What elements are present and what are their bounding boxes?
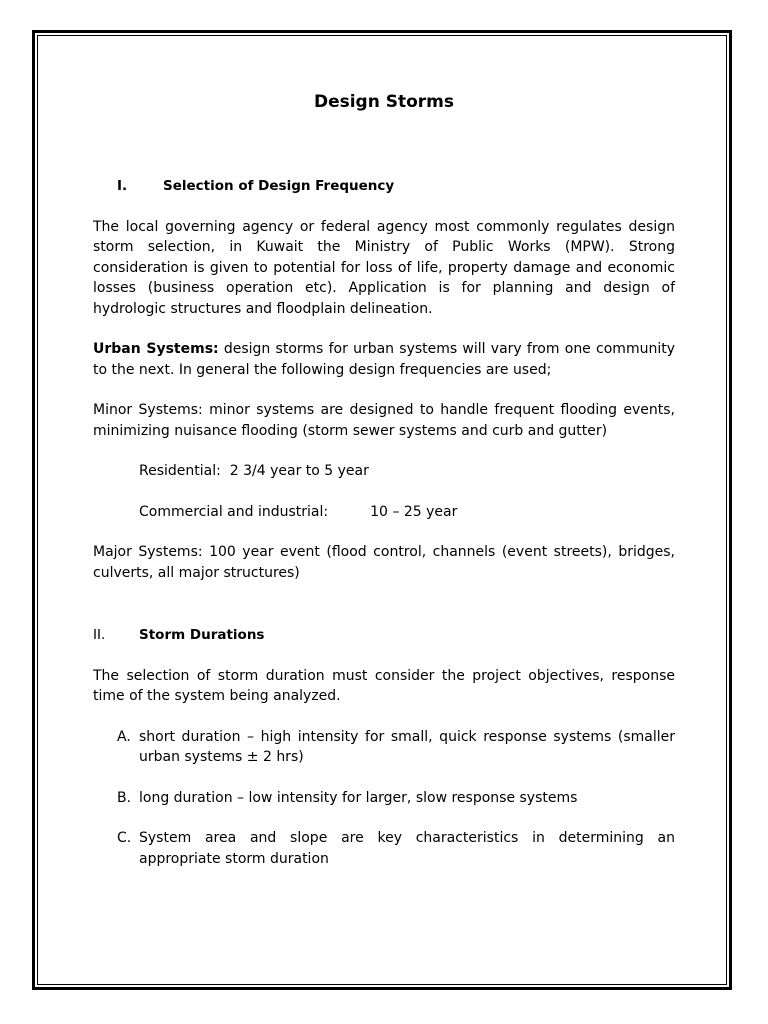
section-heading-1 xyxy=(93,176,675,197)
residential-value: 2 3/4 year to 5 year xyxy=(229,463,369,479)
list-item xyxy=(117,828,675,869)
residential-label: Residential: xyxy=(139,463,221,479)
list-marker: C. xyxy=(117,830,132,846)
urban-systems-label: Urban Systems: xyxy=(93,341,219,357)
intro-paragraph: The local governing agency or federal agency most commonly regulates design storm selection, in Kuwait the Ministry of Public Works (MPW). Strong consideration is given to potential for loss of life, property damage and economic losses (business operation etc). Application is for planning and design of hydrologic structures and floodplain delineation. xyxy=(93,218,675,317)
commercial-line xyxy=(93,502,675,523)
section-title-2: Storm Durations xyxy=(139,627,265,643)
section-number-1: I. xyxy=(117,178,128,194)
list-marker: B. xyxy=(117,789,132,806)
list-item-text: System area and slope are key characteristics in determining an appropriate storm duration xyxy=(139,830,675,867)
minor-systems-paragraph: Minor Systems: minor systems are designed to handle frequent flooding events, minimizing nuisance flooding (storm sewer systems and curb and gutter) xyxy=(93,402,675,439)
list-marker: A. xyxy=(117,728,131,745)
section-heading-2 xyxy=(93,625,675,646)
list-item xyxy=(117,727,675,768)
major-systems-paragraph: Major Systems: 100 year event (flood control, channels (event streets), bridges, culverts, all major structures) xyxy=(93,544,675,581)
section-title-1: Selection of Design Frequency xyxy=(163,178,395,194)
section-number-2: II. xyxy=(93,627,106,643)
residential-line xyxy=(93,461,675,482)
urban-systems-text: design storms for urban systems will vary from one community to the next. In general the following design frequencies are used; xyxy=(93,341,675,378)
duration-list xyxy=(93,727,675,870)
urban-systems-paragraph xyxy=(93,339,675,380)
commercial-value: 10 – 25 year xyxy=(370,503,458,520)
duration-paragraph: The selection of storm duration must consider the project objectives, response time of the system being analyzed. xyxy=(93,667,675,704)
commercial-label: Commercial and industrial: xyxy=(139,503,329,520)
list-item-text: long duration – low intensity for larger, slow response systems xyxy=(139,789,578,806)
list-item xyxy=(117,788,675,809)
document-body xyxy=(93,90,675,889)
list-item-text: short duration – high intensity for small, quick response systems (smaller urban systems ± 2 hrs) xyxy=(139,728,675,765)
page-title: Design Storms xyxy=(313,92,455,112)
